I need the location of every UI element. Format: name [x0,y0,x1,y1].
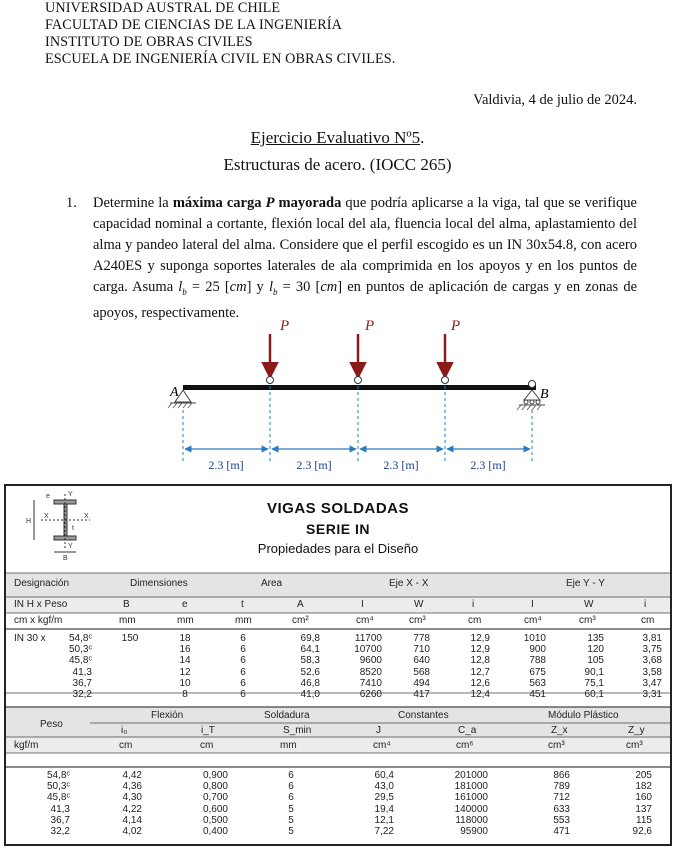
header-constantes: Constantes [398,710,449,721]
header-wy: W [584,599,594,610]
bracket: ] [246,279,252,295]
problem-number: 1. [66,195,77,211]
unit-iy-radius: cm [641,615,655,626]
bracket: ] [337,279,343,295]
header-line: FACULTAD DE CIENCIAS DE LA INGENIERÍA [45,17,342,33]
header-b: B [123,599,130,610]
exercise-title-text: Ejercicio Evaluativo Nº5 [250,128,421,147]
col-peso-2: 54,8ᶜ 50,3ᶜ 45,8ᶜ 41,3 36,7 32,2 [46,770,70,838]
header-io: i₀ [121,725,128,736]
header-ca: C_a [458,725,477,736]
institution-header [45,0,395,68]
conjunction: y [251,279,269,295]
unit-e: mm [177,615,194,626]
header-area: Area [261,578,283,589]
header-j: J [376,725,381,736]
problem-text-part: Determine la [93,195,173,211]
span-label: 2.3 [m] [470,458,506,472]
unit-wy: cm³ [579,615,596,626]
lb-subscript: b [182,286,187,297]
sketch-label: e [46,493,50,500]
designation-in30: IN 30 x [14,633,46,644]
unit-designation: cm x kgf/m [14,615,63,626]
header-a: A [297,599,304,610]
header-peso: Peso [40,719,63,730]
sketch-label: Y [68,491,73,498]
table-lines [6,486,670,844]
table-caption: Propiedades para el Diseño [257,541,419,556]
point-load [442,318,461,384]
col-zy: 205 182 160 137 115 92,6 [632,770,652,838]
col-a: 69,8 64,1 58,3 52,6 46,8 41,0 [300,633,320,701]
point-load [267,318,290,384]
unit-zy: cm³ [626,740,643,751]
unit-ca: cm⁶ [456,740,474,751]
header-line: UNIVERSIDAD AUSTRAL DE CHILE [45,0,281,16]
unit-cm: cm [320,279,338,295]
document-date: Valdivia, 4 de julio de 2024. [473,92,637,108]
header-designacion: Designación [14,578,70,589]
span-label: 2.3 [m] [383,458,419,472]
unit-b: mm [119,615,136,626]
unit-it: cm [200,740,214,751]
col-ix: 11700 10700 9600 8520 7410 6260 [354,633,382,701]
header-iy: I [531,599,534,610]
header-zx: Z_x [551,725,568,736]
load-label: P [365,318,375,334]
properties-table [4,484,672,846]
col-it: 0,900 0,800 0,700 0,600 0,500 0,400 [202,770,228,838]
unit-zx: cm³ [548,740,565,751]
exercise-title [0,128,675,148]
lb-symbol: l [268,279,273,295]
sketch-label: H [26,518,32,525]
load-label: P [280,318,290,334]
lb-value: = 25 [ [186,279,230,295]
unit-t: mm [235,615,252,626]
unit-iy: cm⁴ [524,615,542,626]
problem-bold: mayorada [274,195,342,211]
beam-member [183,385,536,390]
span-label: 2.3 [m] [208,458,244,472]
lb-subscript: b [272,286,278,297]
col-smin: 6 6 6 5 5 5 [288,770,294,838]
header-eje-x: Eje X - X [389,578,429,589]
col-zx: 866 789 712 633 553 471 [553,770,570,838]
col-t: 6 6 6 6 6 6 [240,633,246,701]
header-wx: W [414,599,424,610]
course-title: Estructuras de acero. (IOCC 265) [223,155,452,174]
header-t: t [241,599,244,610]
header-dimensiones: Dimensiones [130,578,188,589]
col-peso: 54,8ᶜ 50,3ᶜ 45,8ᶜ 41,3 36,7 32,2 [68,633,92,701]
header-flexion: Flexión [151,710,184,721]
header-ix: I [361,599,364,610]
unit-cm: cm [229,279,247,295]
point-load [355,318,375,384]
roller-support-b [517,381,549,411]
header-e: e [182,599,188,610]
col-ca: 201000 181000 161000 140000 118000 95900 [454,770,488,838]
col-iy: 1010 900 788 675 563 451 [523,633,546,701]
col-ix-radius: 12,9 12,9 12,8 12,7 12,6 12,4 [470,633,490,701]
load-symbol: P [265,195,275,211]
lb-value: = 30 [ [277,279,321,295]
col-wy: 135 120 105 90,1 75,1 60,1 [584,633,604,701]
unit-smin: mm [280,740,297,751]
exercise-title-dot: . [420,128,425,147]
header-soldadura: Soldadura [264,710,310,721]
unit-io: cm [119,740,133,751]
unit-ix: cm⁴ [356,615,374,626]
unit-ix-radius: cm [468,615,482,626]
header-it: i_T [201,725,215,736]
sketch-label: X [84,513,89,520]
problem-statement [66,193,637,324]
lb-symbol: l [178,279,183,295]
unit-j: cm⁴ [373,740,391,751]
unit-wx: cm³ [409,615,426,626]
sketch-label: t [72,525,74,532]
span-label: 2.3 [m] [296,458,332,472]
col-j: 60,4 43,0 29,5 19,4 12,1 7,22 [374,770,394,838]
support-b-label: B [540,387,549,402]
header-modulo-plastico: Módulo Plástico [548,710,619,721]
problem-text [93,193,637,324]
problem-text-part: en puntos de aplicación de cargas y en zonas de apoyos, respectivamente. [93,279,638,321]
col-iy-radius: 3,81 3,75 3,68 3,58 3,47 3,31 [642,633,662,701]
col-b: 150 [121,633,139,644]
sketch-label: X [44,513,49,520]
support-a-label: A [170,385,179,400]
sketch-label: B [63,555,68,562]
col-e: 18 16 14 12 10 8 [179,633,191,701]
problem-text-part: que podría aplicarse a la viga, tal que se verifique capacidad nominal a cortante, flexión local del ala, fluencia local del alma, aplastamiento del alma y pandeo lateral del alma. Considere que el perfil escogido es un IN 30x54.8, con acero A240ES y suponga soportes laterales de ala comprimida en los apoyos y en los puntos de carga. Asuma [93,195,637,295]
col-wx: 778 710 640 568 494 417 [413,633,430,701]
table-subtitle: SERIE IN [306,521,370,537]
sketch-label: Y [68,543,73,550]
col-io: 4,42 4,36 4,30 4,22 4,14 4,02 [122,770,142,838]
problem-bold: máxima carga [172,195,266,211]
header-eje-y: Eje Y - Y [566,578,605,589]
header-smin: S_min [283,725,312,736]
header-iy-radius: i [644,599,647,610]
header-line: ESCUELA DE INGENIERÍA CIVIL EN OBRAS CIVILES. [45,51,396,67]
load-label: P [451,318,461,334]
beam-diagram [0,310,675,475]
header-zy: Z_y [628,725,645,736]
unit-a: cm² [292,615,309,626]
header-ix-radius: i [472,599,475,610]
unit-kgf-m: kgf/m [14,740,39,751]
header-in-hx-peso: IN H x Peso [14,599,68,610]
header-line: INSTITUTO DE OBRAS CIVILES [45,34,253,50]
table-title: VIGAS SOLDADAS [266,500,409,517]
